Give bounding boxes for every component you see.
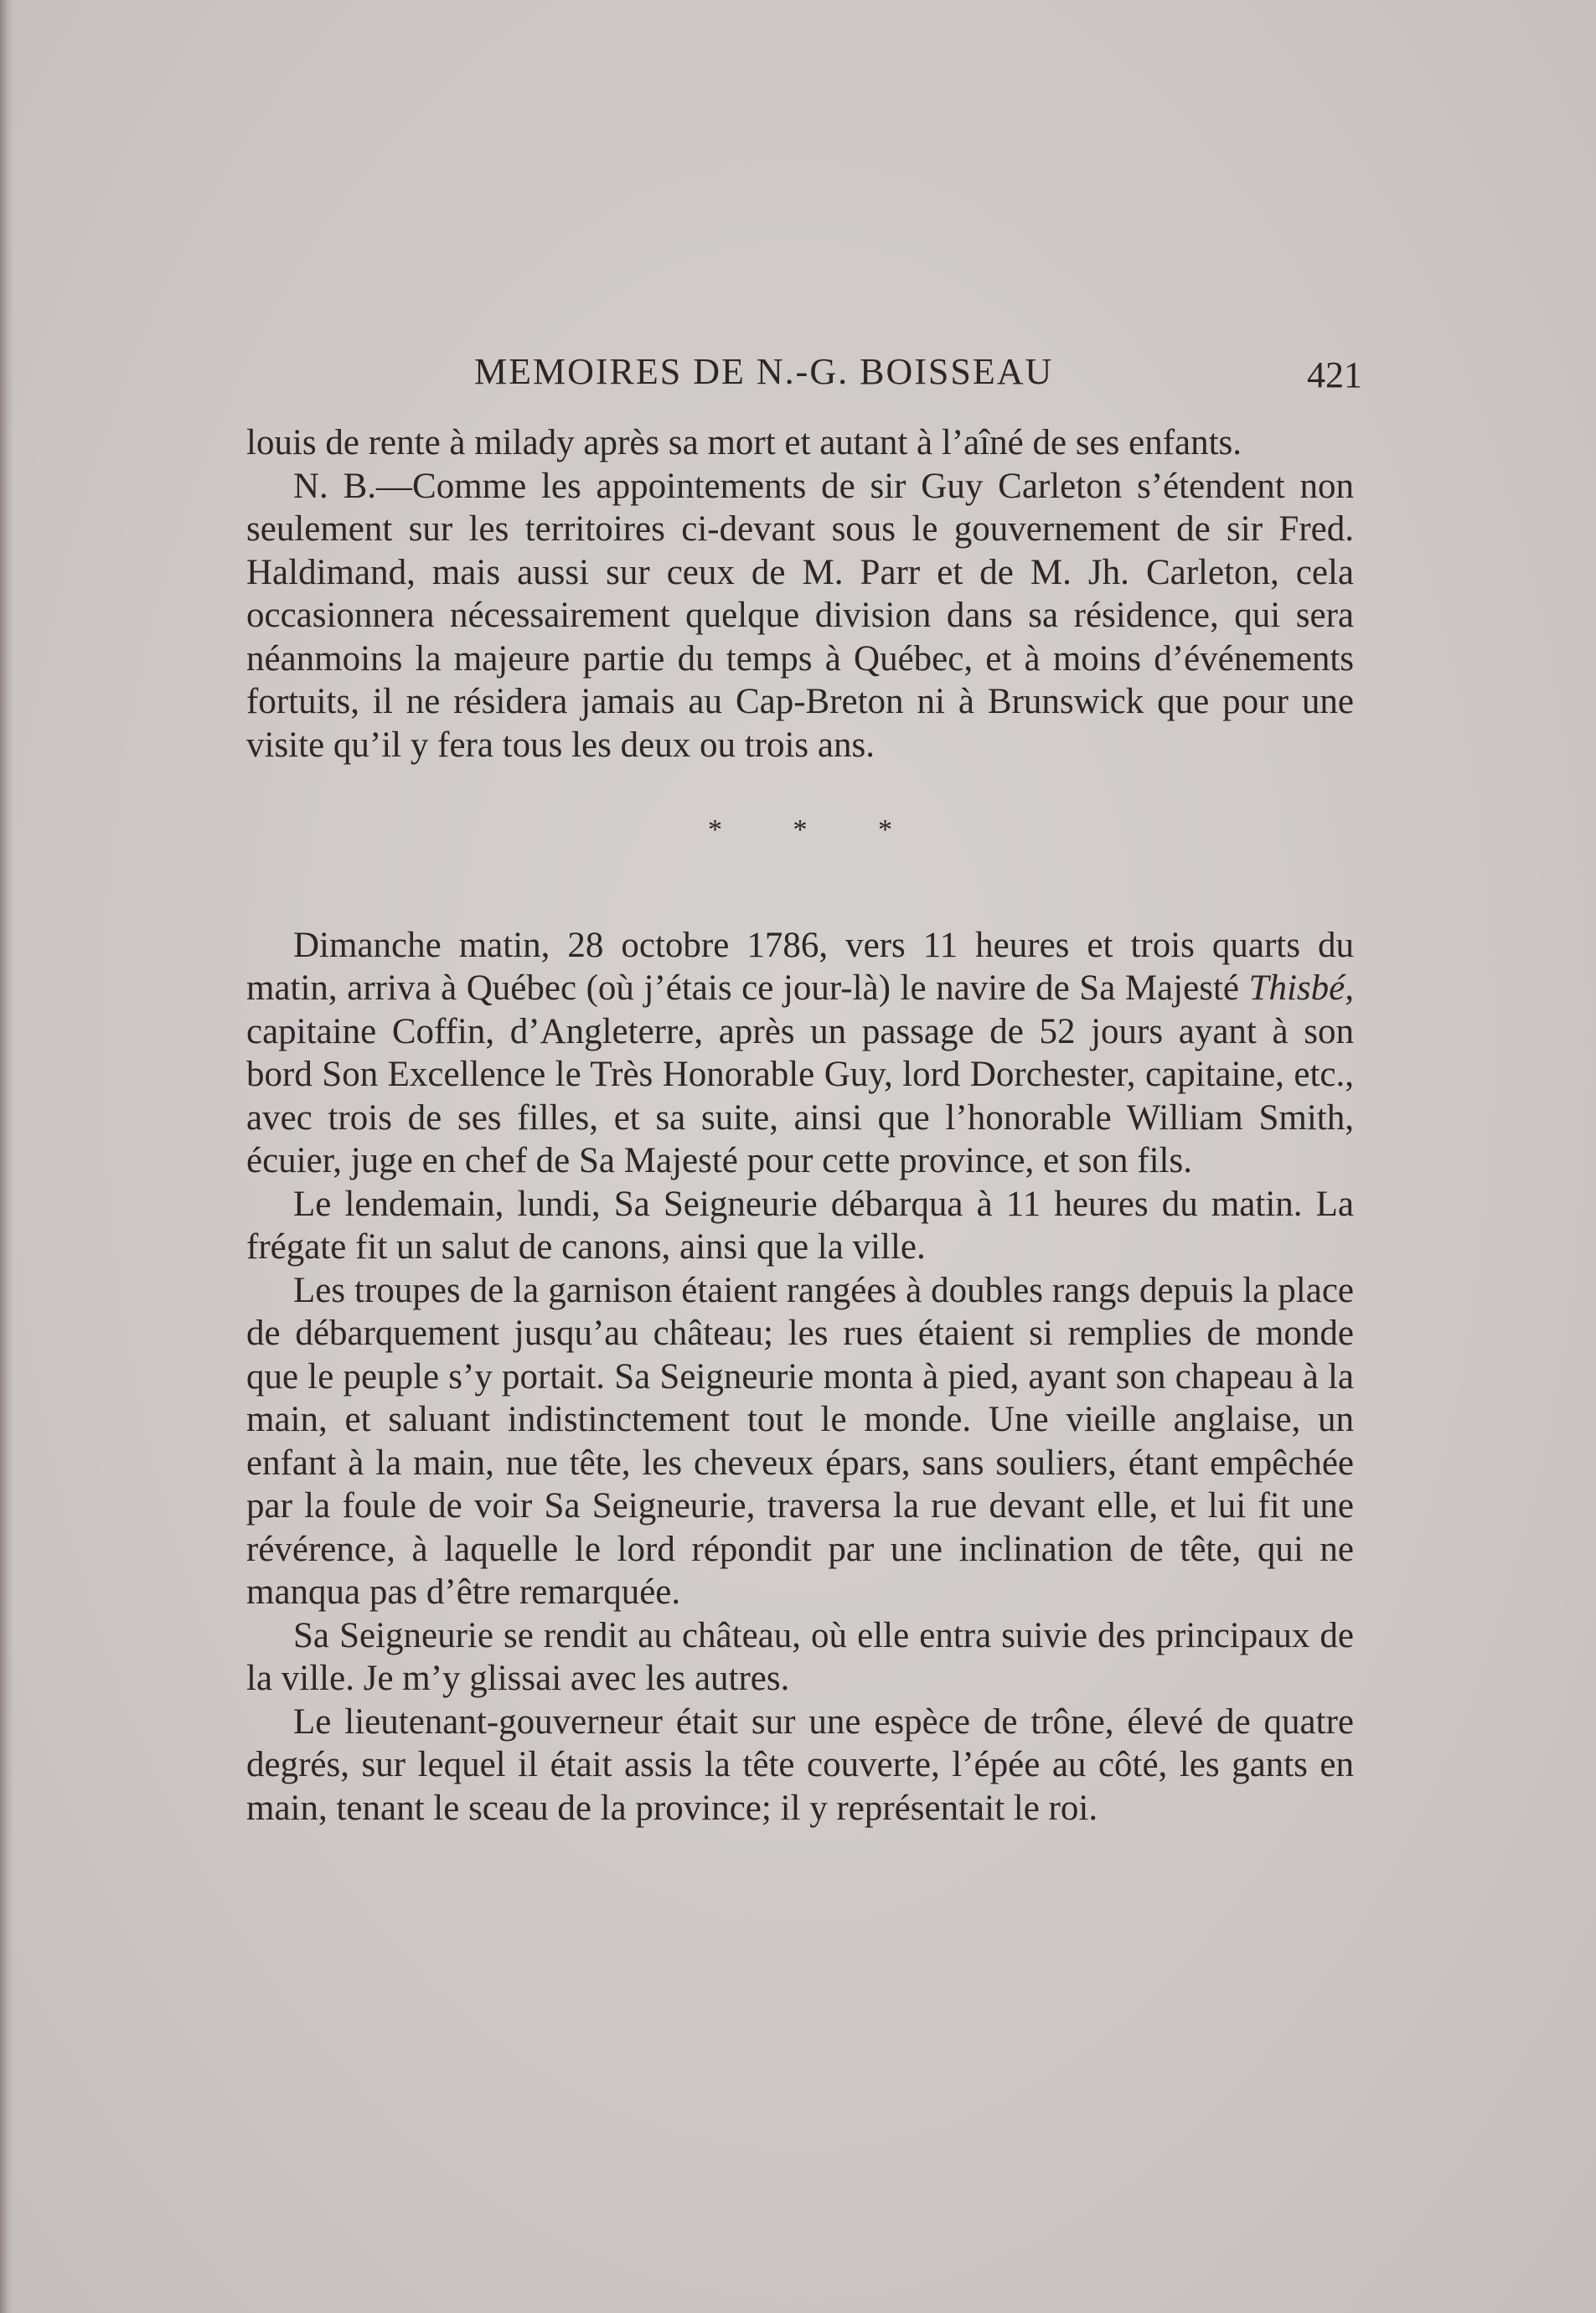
page-binding-edge [0,0,13,2313]
page-number: 421 [1307,354,1362,395]
arrival-text-start: Dimanche matin, 28 octobre 1786, vers 11 heures et trois quarts du matin, arriva à Québec (où j’étais ce jour-là) le navire de Sa Majesté [246,925,1354,1008]
arrival-text-end: capitaine Coffin, d’Angleterre, après un passage de 52 jours ayant à son bord Son Excellence le Très Honorable Guy, lord Dorchester, capitaine, etc., avec trois de ses filles, et sa suite, ainsi que l’honorable William Smith, écuier, juge en chef de Sa Majesté pour cette province, et son fils. [246,1011,1354,1180]
running-title: MEMOIRES DE N.-G. BOISSEAU [474,351,1054,392]
paragraph-chateau: Sa Seigneurie se rendit au château, où elle entra suivie des principaux de la ville. Je m’y glissai avec les autres. [246,1615,1354,1698]
ship-name: Thisbé, [1248,968,1354,1008]
text-block [246,421,1354,1830]
running-head [474,350,1362,400]
section-separator: * * * [708,814,924,845]
paragraph-arrival [246,924,1354,1183]
paragraph-throne: Le lieutenant-gouverneur était sur une espèce de trône, élevé de quatre degrés, sur lequel il était assis la tête couverte, l’épée au côté, les gants en main, tenant le sceau de la province; il y représentait le roi. [246,1701,1354,1828]
paragraph-troops: Les troupes de la garnison étaient rangées à doubles rangs depuis la place de débarquement jusqu’au château; les rues étaient si remplies de monde que le peuple s’y portait. Sa Seigneurie monta à pied, ayant son chapeau à la main, et saluant indistinctement tout le monde. Une vieille anglaise, un enfant à la main, nue tête, les cheveux épars, sans souliers, étant empêchée par la foule de voir Sa Seigneurie, traversa la rue devant elle, et lui fit une révérence, à laquelle le lord répondit par une inclination de tête, qui ne manqua pas d’être remarquée. [246,1270,1354,1612]
paragraph-continuation: louis de rente à milady après sa mort et autant à l’aîné de ses enfants. [246,423,1242,462]
paragraph-landing: Le lendemain, lundi, Sa Seigneurie débarqua à 11 heures du matin. La frégate fit un salut de canons, ainsi que la ville. [246,1184,1354,1267]
paragraph-nb: N. B.—Comme les appointements de sir Guy Carleton s’étendent non seulement sur les territoires ci-devant sous le gouvernement de sir Fred. Haldimand, mais aussi sur ceux de M. Parr et de M. Jh. Carleton, cela occasionnera nécessairement quelque division dans sa résidence, qui sera néanmoins la majeure partie du temps à Québec, et à moins d’événements fortuits, il ne résidera jamais au Cap-Breton ni à Brunswick que pour une visite qu’il y fera tous les deux ou trois ans. [246,466,1354,765]
